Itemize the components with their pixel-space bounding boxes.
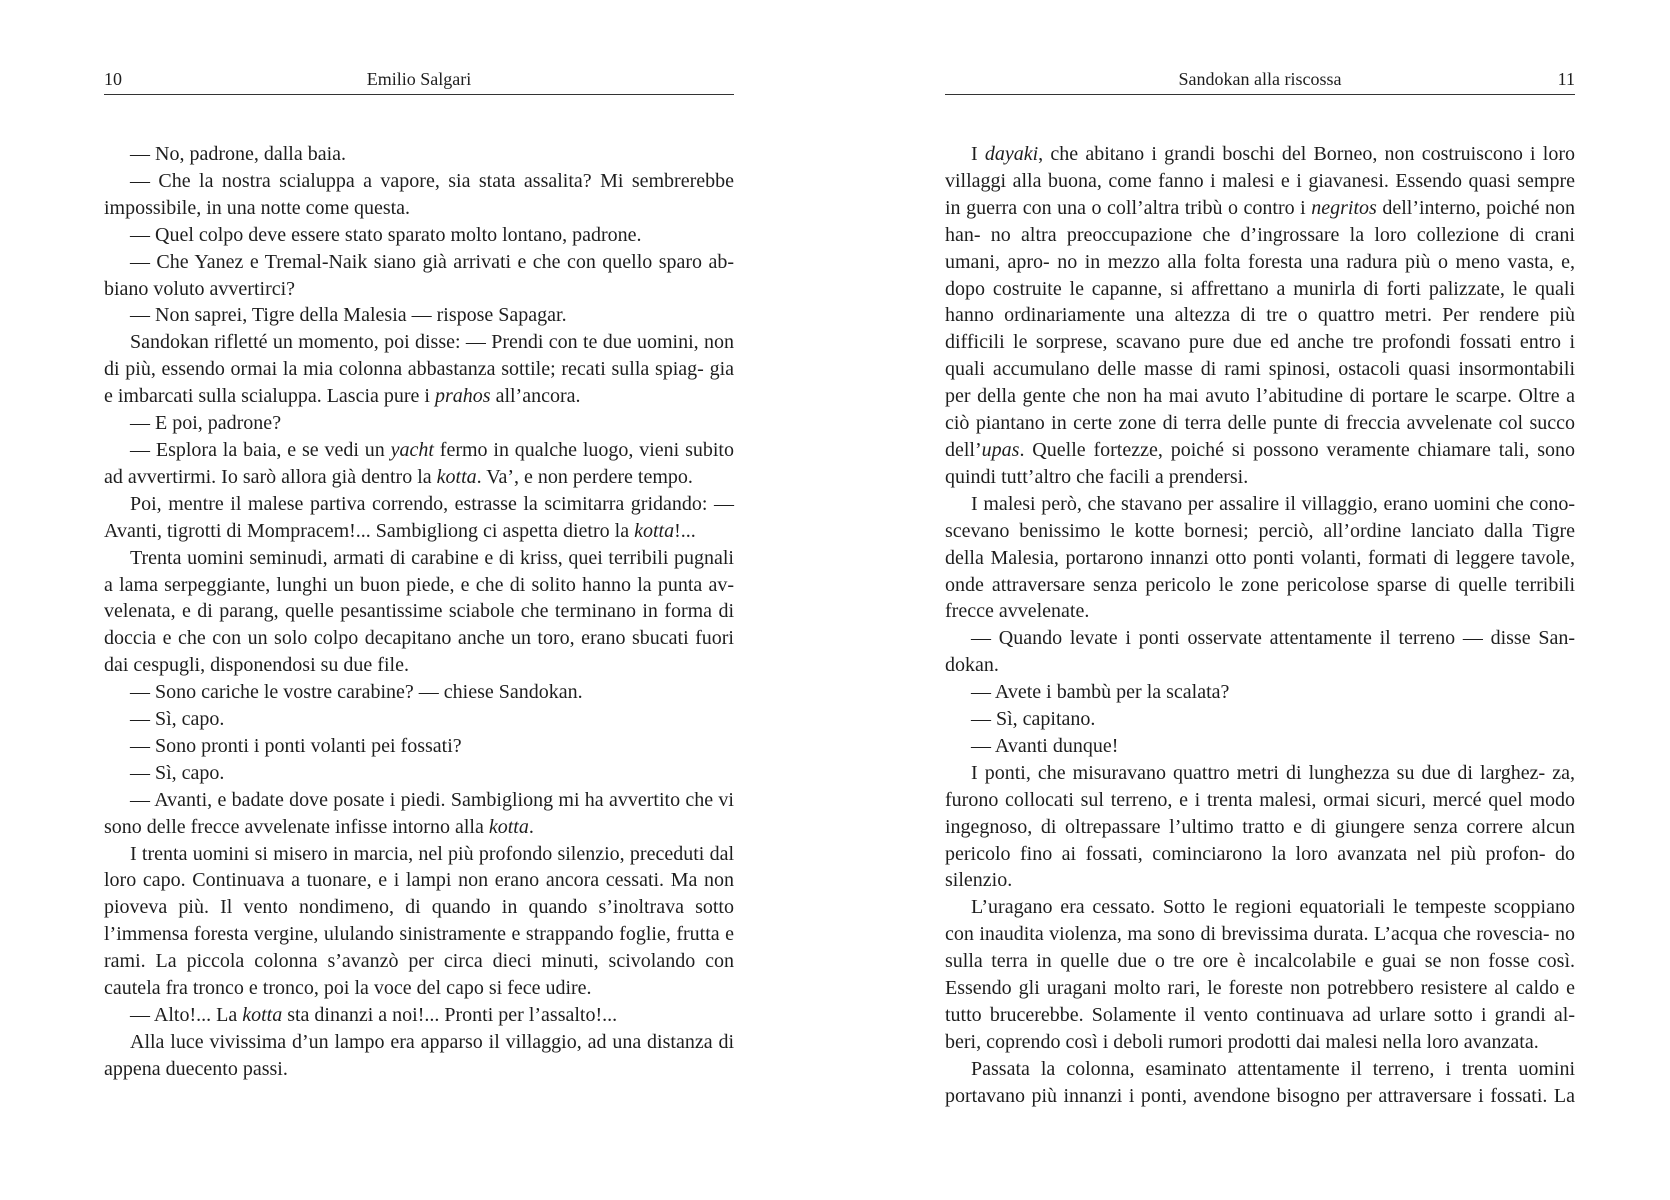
text-run: I ponti, che misuravano quattro metri di lunghezza su due di larghez- bbox=[971, 761, 1546, 784]
text-run: non pioveva più. Il vento nondimeno, di quando in quando s’inoltrava sotto bbox=[104, 869, 734, 919]
italic-term: kotta bbox=[488, 815, 529, 838]
paragraph bbox=[104, 1002, 734, 1029]
text-run: una altezza di tre o quattro metri. Per rendere più difficili le sorprese, scavano bbox=[945, 304, 1576, 354]
right-running-head-title: Sandokan alla riscossa bbox=[1178, 69, 1342, 89]
text-run: tutto brucerebbe. Solamente il vento continuava ad urlare sotto i grandi al- bbox=[945, 1004, 1575, 1026]
left-page-body bbox=[104, 141, 734, 1083]
text-run: attraversare senza pericolo le zone pericolose sparse di quelle terribili frecce bbox=[945, 573, 1576, 623]
paragraph bbox=[104, 302, 734, 329]
text-run: dai cespugli, disponendosi su due file. bbox=[104, 654, 409, 677]
italic-term: prahos bbox=[434, 385, 491, 408]
paragraph bbox=[104, 1029, 734, 1083]
text-run: veramente chiamare tali, sono quindi tutt’altro che facili a prendersi. bbox=[945, 438, 1575, 488]
text-run: — Esplora la baia, e se vedi un bbox=[130, 438, 391, 461]
text-run: non di più, essendo ormai la mia colonna abbastanza sottile; recati sulla spiag- bbox=[104, 331, 734, 381]
paragraph bbox=[104, 787, 734, 841]
italic-term: kotta bbox=[634, 519, 675, 542]
text-run: no sulla terra in quelle due o tre ore è incalcolabile e guai se non fosse così. bbox=[945, 923, 1576, 973]
italic-term: kotta bbox=[436, 465, 477, 488]
text-run: portavano più innanzi i ponti, avendone bisogno per attraversare i fossati. La bbox=[945, 1084, 1575, 1107]
text-run: Alla luce vivissima d’un lampo era apparso il villaggio, ad una distanza di bbox=[130, 1030, 734, 1053]
text-run: — Non saprei, Tigre della Malesia — rispose Sapagar. bbox=[130, 304, 567, 327]
text-run: — Avanti dunque! bbox=[971, 734, 1119, 757]
paragraph bbox=[945, 760, 1575, 895]
paragraph bbox=[104, 733, 734, 760]
text-run: za, furono collocati sul terreno, e i trenta malesi, ormai sicuri, mercé quel bbox=[945, 761, 1575, 811]
text-run: con inaudita violenza, ma sono di brevissima durata. L’acqua che rovescia- bbox=[945, 923, 1550, 946]
paragraph bbox=[104, 706, 734, 733]
text-run: L’uragano era cessato. Sotto le regioni equatoriali le tempeste scoppiano bbox=[971, 896, 1575, 919]
text-run: — Quando levate i ponti osservate attentamente il terreno — disse San- bbox=[971, 627, 1575, 650]
text-run: fermo in qualche luogo, vieni subito bbox=[433, 438, 734, 461]
italic-term: upas bbox=[981, 438, 1020, 461]
text-run: . bbox=[528, 815, 534, 838]
right-page-body bbox=[945, 141, 1575, 1110]
text-run: modo ingegnoso, di oltrepassare l’ultimo tratto e di giungere senza correre bbox=[945, 788, 1575, 838]
text-run: biano voluto avvertirci? bbox=[104, 277, 296, 300]
text-run: — Che la nostra scialuppa a vapore, sia stata assalita? Mi sembrerebbe bbox=[130, 169, 734, 192]
text-run: — Sì, capitano. bbox=[971, 708, 1096, 731]
text-run: — Alto!... La bbox=[130, 1004, 243, 1026]
text-run: no in mezzo alla folta foresta una radura più o meno vasta, e, dopo costruite le bbox=[945, 250, 1575, 300]
paragraph bbox=[945, 491, 1575, 626]
text-run: — Sono pronti i ponti volanti pei fossati? bbox=[130, 734, 462, 757]
text-run: — Quel colpo deve essere stato sparato molto lontano, padrone. bbox=[130, 223, 642, 246]
text-run: alcun pericolo fino ai fossati, cominciarono la loro avanzata nel più profon- bbox=[945, 815, 1575, 865]
text-run: fra tronco e tronco, poi la voce del capo si fece udire. bbox=[165, 977, 592, 1000]
paragraph bbox=[945, 679, 1575, 706]
text-run: , che abitano i grandi boschi del Borneo, non costruiscono i loro bbox=[1038, 143, 1575, 165]
text-run: sta dinanzi a noi!... Pronti per l’assalto!... bbox=[282, 1004, 618, 1026]
text-run: Trenta uomini seminudi, armati di carabine e di kriss, quei terribili pugnali bbox=[130, 546, 734, 569]
text-run: impossibile, in una notte come questa. bbox=[104, 196, 411, 219]
text-run: — Sì, capo. bbox=[130, 761, 225, 784]
text-run: a lama serpeggiante, lunghi un buon piede, e che di solito hanno la punta av- bbox=[104, 573, 734, 596]
text-run: rami spinosi, ostacoli quasi insormontabili per della gente che non ha mai avuto bbox=[945, 358, 1576, 408]
text-run: punte di freccia avvelenate col succo dell’ bbox=[945, 412, 1576, 461]
text-run: Passata la colonna, esaminato attentamente il terreno, i trenta uomini bbox=[971, 1057, 1575, 1080]
text-run: — No, padrone, dalla baia. bbox=[130, 143, 347, 165]
paragraph bbox=[104, 222, 734, 249]
paragraph bbox=[945, 625, 1575, 679]
text-run: avvelenate. bbox=[998, 600, 1090, 623]
paragraph bbox=[104, 437, 734, 491]
right-page-number: 11 bbox=[1557, 69, 1575, 89]
text-run: I malesi però, che stavano per assalire il villaggio, erano uomini che cono- bbox=[971, 492, 1575, 515]
text-run: dal loro capo. Continuava a tuonare, e i lampi non erano ancora cessati. Ma bbox=[104, 842, 735, 892]
paragraph bbox=[945, 894, 1575, 1055]
text-run: — Avete i bambù per la scalata? bbox=[971, 681, 1230, 704]
paragraph bbox=[104, 679, 734, 706]
paragraph bbox=[104, 545, 734, 680]
italic-term: negritos bbox=[1311, 196, 1377, 219]
text-run: capanne, si affrettano a munirla di forti palizzate, le quali hanno ordinariamente bbox=[945, 277, 1576, 327]
text-run: appena duecento passi. bbox=[104, 1057, 288, 1080]
text-run: pure due ed anche tre profondi fossati entro i quali accumulano delle masse di bbox=[945, 331, 1576, 381]
left-running-header bbox=[104, 64, 734, 95]
text-run: l’immensa foresta vergine, ululando sinistramente e strappando foglie, frutta e bbox=[104, 923, 734, 946]
text-run: Poi, mentre il malese partiva correndo, estrasse la scimitarra gridando: — bbox=[130, 492, 734, 515]
text-run: velenata, e di parang, quelle pesantissime sciabole che terminano in forma di bbox=[104, 600, 734, 623]
text-run: sono delle frecce avvelenate infisse intorno alla bbox=[104, 815, 489, 838]
text-run: villaggi alla buona, come fanno i malesi e i giavanesi. Essendo quasi sempre in bbox=[945, 169, 1575, 219]
right-page bbox=[945, 0, 1575, 1200]
text-run: I bbox=[971, 143, 985, 165]
text-run: I trenta uomini si misero in marcia, nel più profondo silenzio, preceduti bbox=[130, 842, 705, 865]
left-page bbox=[104, 0, 734, 1200]
text-run: . Quelle fortezze, poiché si possono bbox=[1019, 438, 1319, 461]
text-run: — E poi, padrone? bbox=[130, 412, 282, 435]
paragraph bbox=[104, 841, 734, 1002]
text-run: dokan. bbox=[945, 654, 999, 677]
paragraph bbox=[945, 706, 1575, 733]
paragraph bbox=[104, 491, 734, 545]
left-page-number: 10 bbox=[104, 69, 122, 89]
text-run: do silenzio. bbox=[945, 842, 1576, 892]
text-run: — Sono cariche le vostre carabine? — chiese Sandokan. bbox=[130, 681, 583, 704]
left-running-head-author: Emilio Salgari bbox=[366, 69, 472, 89]
text-run: all’ancora. bbox=[490, 385, 581, 408]
paragraph bbox=[945, 141, 1575, 491]
italic-term: yacht bbox=[390, 438, 434, 461]
text-run: Avanti, tigrotti di Mompracem!... Sambigliong ci aspetta dietro la bbox=[104, 519, 635, 542]
text-run: beri, coprendo così i deboli rumori prodotti dai malesi nella loro avanzata. bbox=[945, 1030, 1539, 1053]
paragraph bbox=[104, 410, 734, 437]
text-run: !... bbox=[674, 519, 696, 542]
text-run: rami. La piccola colonna s’avanzò per circa dieci minuti, scivolando con cautela bbox=[104, 950, 734, 1000]
italic-term: kotta bbox=[242, 1004, 283, 1026]
text-run: Sandokan rifletté un momento, poi disse: — Prendi con te due uomini, bbox=[130, 331, 699, 354]
text-run: l’abitudine di portare le scarpe. Oltre a ciò piantano in certe zone di terra delle bbox=[945, 385, 1576, 435]
text-run: — Che Yanez e Tremal-Naik siano già arrivati e che con quello sparo ab- bbox=[130, 250, 734, 273]
text-run: Malesia, portarono innanzi otto ponti volanti, formati di leggere tavole, onde bbox=[945, 546, 1576, 596]
paragraph bbox=[104, 141, 734, 168]
italic-term: dayaki bbox=[984, 143, 1039, 165]
text-run: . Va’, e non perdere tempo. bbox=[476, 465, 693, 488]
text-run: guerra con una o coll’altra tribù o contro i bbox=[966, 196, 1312, 219]
paragraph bbox=[945, 1056, 1575, 1110]
paragraph bbox=[945, 733, 1575, 760]
text-run: ad avvertirmi. Io sarò allora già dentro la bbox=[104, 465, 437, 488]
text-run: Essendo gli uragani molto rari, le foreste non potrebbero resistere al caldo e bbox=[945, 977, 1575, 1000]
right-running-header bbox=[945, 64, 1575, 95]
paragraph bbox=[104, 329, 734, 410]
text-run: dell’interno, poiché non han- bbox=[945, 196, 1575, 246]
text-run: scevano benissimo le kotte bornesi; perciò, all’ordine lanciato dalla Tigre della bbox=[945, 519, 1575, 569]
text-run: no altra preoccupazione che d’ingrossare la loro collezione di crani umani, apro- bbox=[945, 223, 1575, 273]
text-run: — Avanti, e badate dove posate i piedi. Sambigliong mi ha avvertito che vi bbox=[130, 788, 734, 811]
text-run: doccia e che con un solo colpo decapitano anche un toro, erano sbucati fuori bbox=[104, 627, 734, 650]
text-run: gia e imbarcati sulla scialuppa. Lascia pure i bbox=[104, 358, 735, 408]
paragraph bbox=[104, 249, 734, 303]
paragraph bbox=[104, 760, 734, 787]
paragraph bbox=[104, 168, 734, 222]
text-run: — Sì, capo. bbox=[130, 708, 225, 731]
